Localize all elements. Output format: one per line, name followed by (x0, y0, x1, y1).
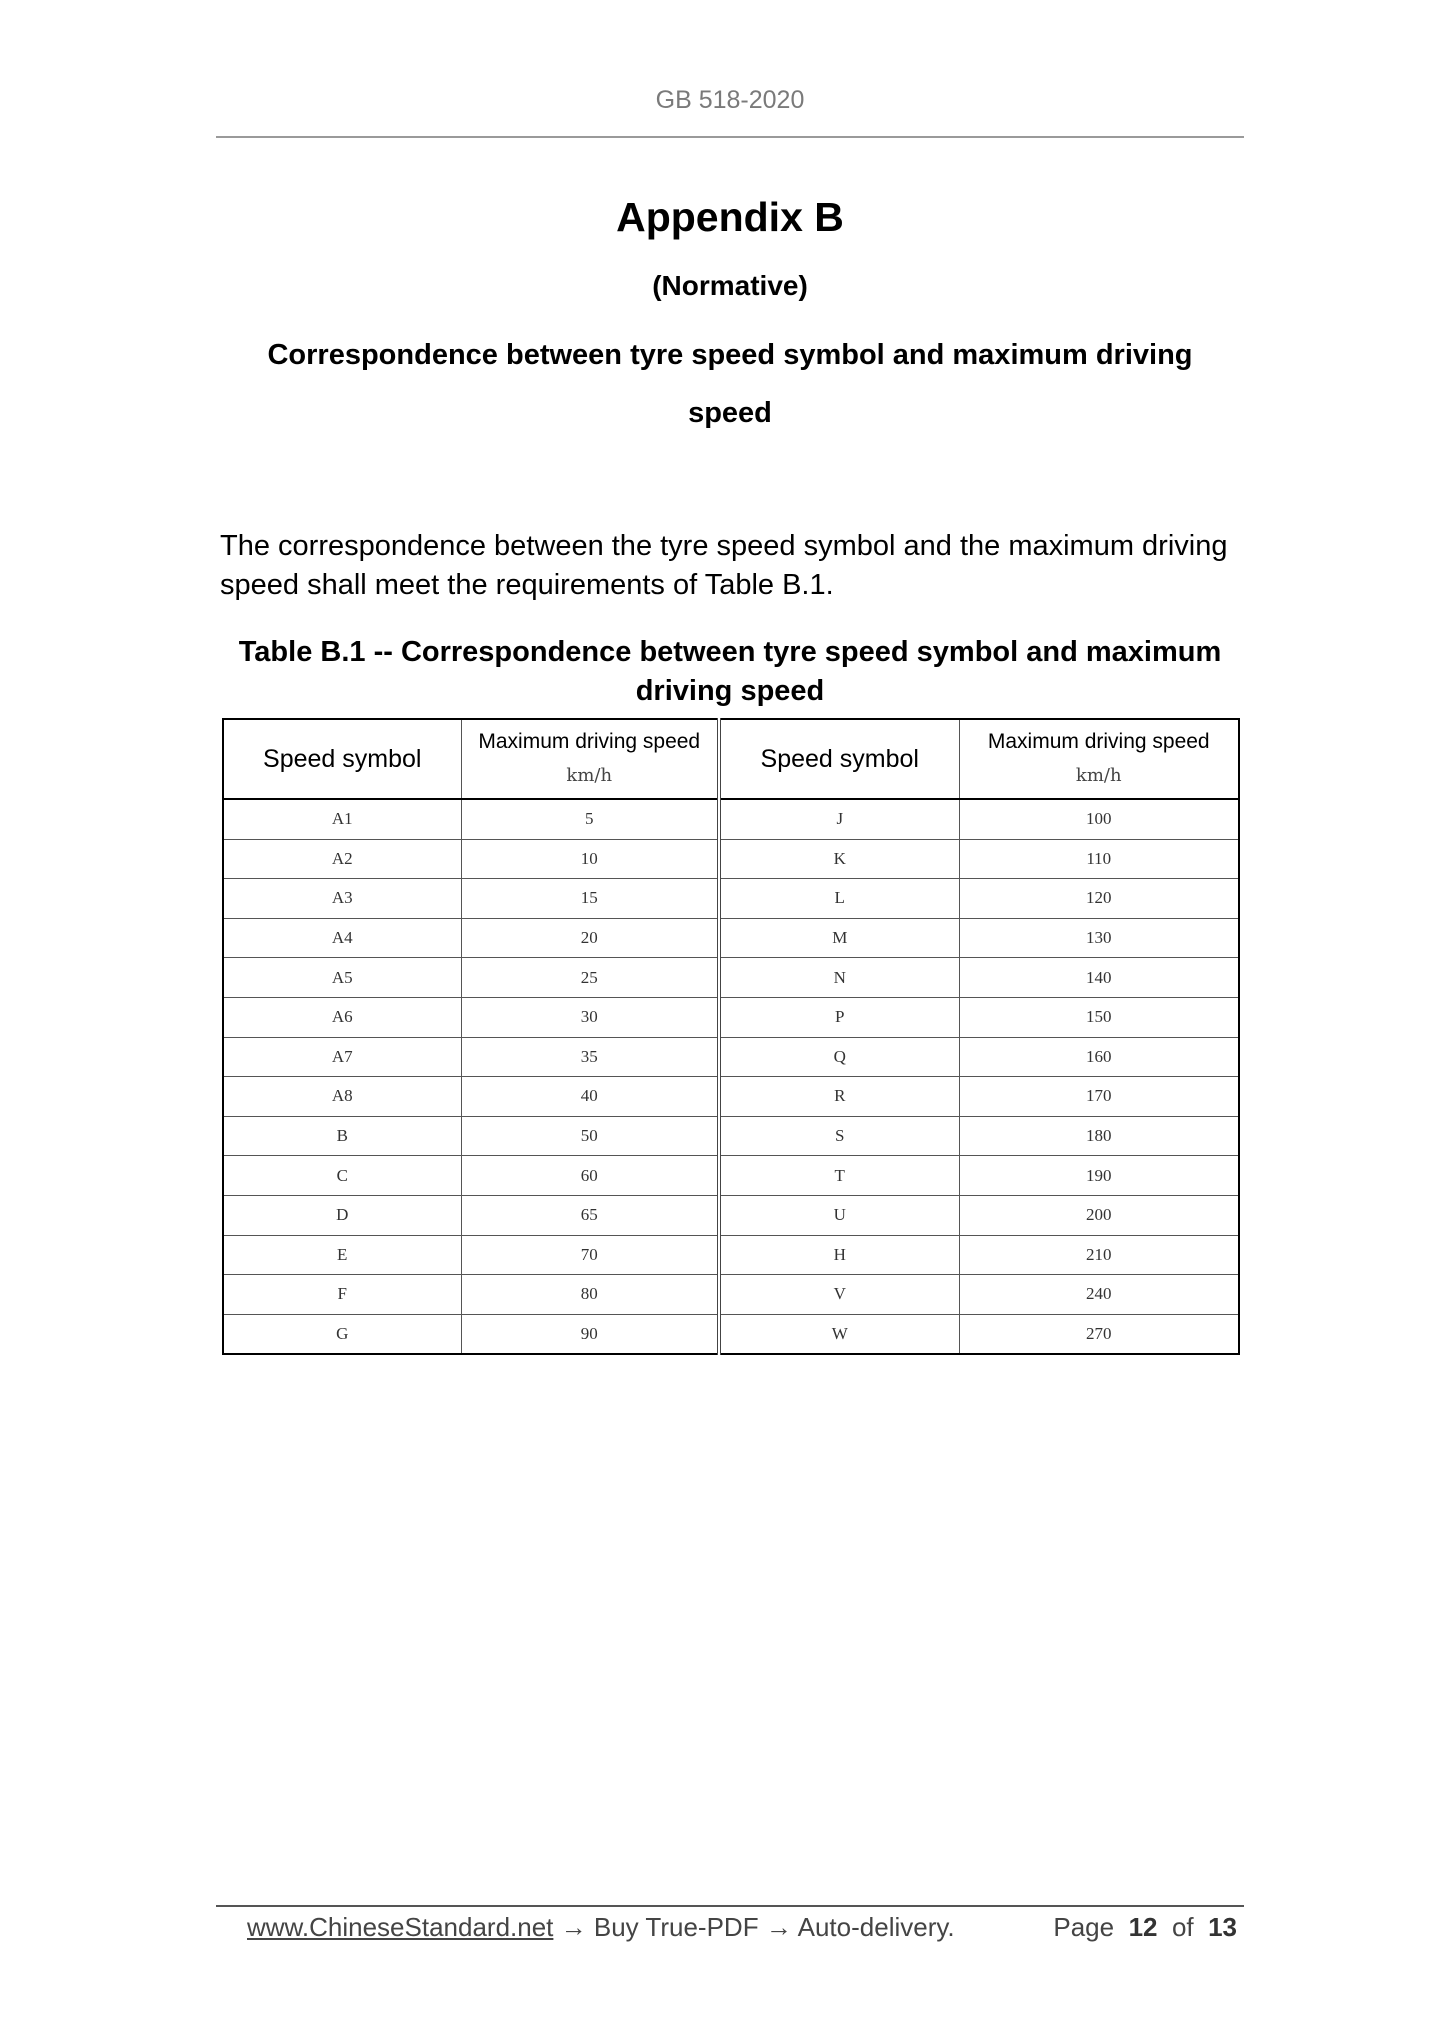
cell-max-speed-right: 240 (959, 1275, 1239, 1315)
header-max-speed-label: Maximum driving speed (987, 730, 1210, 753)
table-caption-line2: driving speed (635, 675, 825, 707)
of-label: of (1171, 1912, 1194, 1942)
cell-max-speed-right: 120 (959, 879, 1239, 919)
page-indicator (1053, 1912, 1237, 1943)
cell-speed-symbol-right: N (719, 958, 959, 998)
auto-delivery-text: Auto-delivery. (797, 1912, 955, 1942)
header-max-speed-left (461, 719, 719, 799)
cell-max-speed-right: 180 (959, 1116, 1239, 1156)
cell-max-speed-right: 140 (959, 958, 1239, 998)
cell-speed-symbol-right: H (719, 1235, 959, 1275)
appendix-title: Appendix B (616, 194, 844, 240)
cell-speed-symbol-left: A5 (223, 958, 461, 998)
cell-speed-symbol-left: A6 (223, 997, 461, 1037)
appendix-type: (Normative) (652, 270, 808, 301)
cell-max-speed-right: 130 (959, 918, 1239, 958)
header-divider (216, 136, 1244, 138)
arrow-icon: → (765, 1912, 792, 1942)
cell-max-speed-left: 70 (461, 1235, 719, 1275)
cell-speed-symbol-right: V (719, 1275, 959, 1315)
cell-speed-symbol-right: P (719, 997, 959, 1037)
body-paragraph: The correspondence between the tyre speed symbol and the maximum driving speed shall meet the requirements of Table B.1. (220, 530, 1228, 601)
cell-speed-symbol-left: A8 (223, 1077, 461, 1117)
table-row (223, 958, 1239, 998)
header-max-speed-right (959, 719, 1239, 799)
cell-max-speed-left: 80 (461, 1275, 719, 1315)
footer-divider (216, 1905, 1244, 1907)
website-link[interactable]: www.ChineseStandard.net (247, 1912, 554, 1942)
table-row (223, 997, 1239, 1037)
speed-symbol-table (222, 718, 1240, 1355)
cell-max-speed-right: 200 (959, 1195, 1239, 1235)
cell-speed-symbol-right: W (719, 1314, 959, 1354)
cell-max-speed-left: 60 (461, 1156, 719, 1196)
table-row (223, 799, 1239, 839)
cell-speed-symbol-left: D (223, 1195, 461, 1235)
table-row (223, 1156, 1239, 1196)
cell-speed-symbol-right: J (719, 799, 959, 839)
header-speed-symbol-right: Speed symbol (719, 719, 959, 799)
cell-max-speed-right: 100 (959, 799, 1239, 839)
cell-max-speed-left: 5 (461, 799, 719, 839)
cell-speed-symbol-left: F (223, 1275, 461, 1315)
cell-max-speed-right: 270 (959, 1314, 1239, 1354)
cell-max-speed-left: 40 (461, 1077, 719, 1117)
page-label: Page (1053, 1912, 1115, 1942)
cell-speed-symbol-left: A3 (223, 879, 461, 919)
cell-max-speed-right: 160 (959, 1037, 1239, 1077)
cell-max-speed-right: 170 (959, 1077, 1239, 1117)
document-code-header: GB 518-2020 (655, 86, 805, 114)
cell-speed-symbol-right: R (719, 1077, 959, 1117)
cell-speed-symbol-left: G (223, 1314, 461, 1354)
table-row (223, 1235, 1239, 1275)
cell-speed-symbol-left: A2 (223, 839, 461, 879)
cell-max-speed-left: 15 (461, 879, 719, 919)
table-header-row (223, 719, 1239, 799)
buy-true-pdf-text: Buy True-PDF (593, 1912, 759, 1942)
cell-max-speed-left: 50 (461, 1116, 719, 1156)
cell-speed-symbol-left: A4 (223, 918, 461, 958)
cell-speed-symbol-right: S (719, 1116, 959, 1156)
table-row (223, 918, 1239, 958)
cell-speed-symbol-left: A1 (223, 799, 461, 839)
cell-speed-symbol-left: E (223, 1235, 461, 1275)
page-current: 12 (1128, 1912, 1158, 1942)
table-row (223, 1116, 1239, 1156)
table-row (223, 1275, 1239, 1315)
table-caption-line1: Table B.1 -- Correspondence between tyre speed symbol and maximum (238, 636, 1222, 668)
cell-max-speed-right: 110 (959, 839, 1239, 879)
page-total: 13 (1208, 1912, 1237, 1942)
cell-speed-symbol-right: T (719, 1156, 959, 1196)
cell-max-speed-right: 150 (959, 997, 1239, 1037)
header-speed-symbol-left: Speed symbol (223, 719, 461, 799)
cell-max-speed-left: 90 (461, 1314, 719, 1354)
header-unit-label: km/h (566, 765, 613, 786)
cell-speed-symbol-right: M (719, 918, 959, 958)
appendix-subtitle (216, 326, 1244, 442)
table-row (223, 1037, 1239, 1077)
cell-max-speed-left: 30 (461, 997, 719, 1037)
table-caption (216, 633, 1244, 711)
cell-speed-symbol-right: L (719, 879, 959, 919)
cell-speed-symbol-left: A7 (223, 1037, 461, 1077)
cell-max-speed-left: 20 (461, 918, 719, 958)
page-footer (247, 1912, 1237, 1952)
cell-max-speed-left: 65 (461, 1195, 719, 1235)
cell-speed-symbol-left: B (223, 1116, 461, 1156)
appendix-subtitle-line2: speed (688, 397, 772, 429)
cell-speed-symbol-right: K (719, 839, 959, 879)
cell-speed-symbol-left: C (223, 1156, 461, 1196)
arrow-icon: → (560, 1912, 587, 1942)
header-unit-label: km/h (1075, 765, 1122, 786)
cell-max-speed-left: 35 (461, 1037, 719, 1077)
header-max-speed-label: Maximum driving speed (478, 730, 701, 753)
cell-speed-symbol-right: Q (719, 1037, 959, 1077)
cell-speed-symbol-right: U (719, 1195, 959, 1235)
table-body (223, 799, 1239, 1354)
cell-max-speed-right: 190 (959, 1156, 1239, 1196)
table-row (223, 1314, 1239, 1354)
cell-max-speed-right: 210 (959, 1235, 1239, 1275)
table-row (223, 1077, 1239, 1117)
table-row (223, 1195, 1239, 1235)
appendix-subtitle-line1: Correspondence between tyre speed symbol and maximum driving (267, 339, 1193, 371)
table-row (223, 839, 1239, 879)
cell-max-speed-left: 25 (461, 958, 719, 998)
cell-max-speed-left: 10 (461, 839, 719, 879)
table-row (223, 879, 1239, 919)
